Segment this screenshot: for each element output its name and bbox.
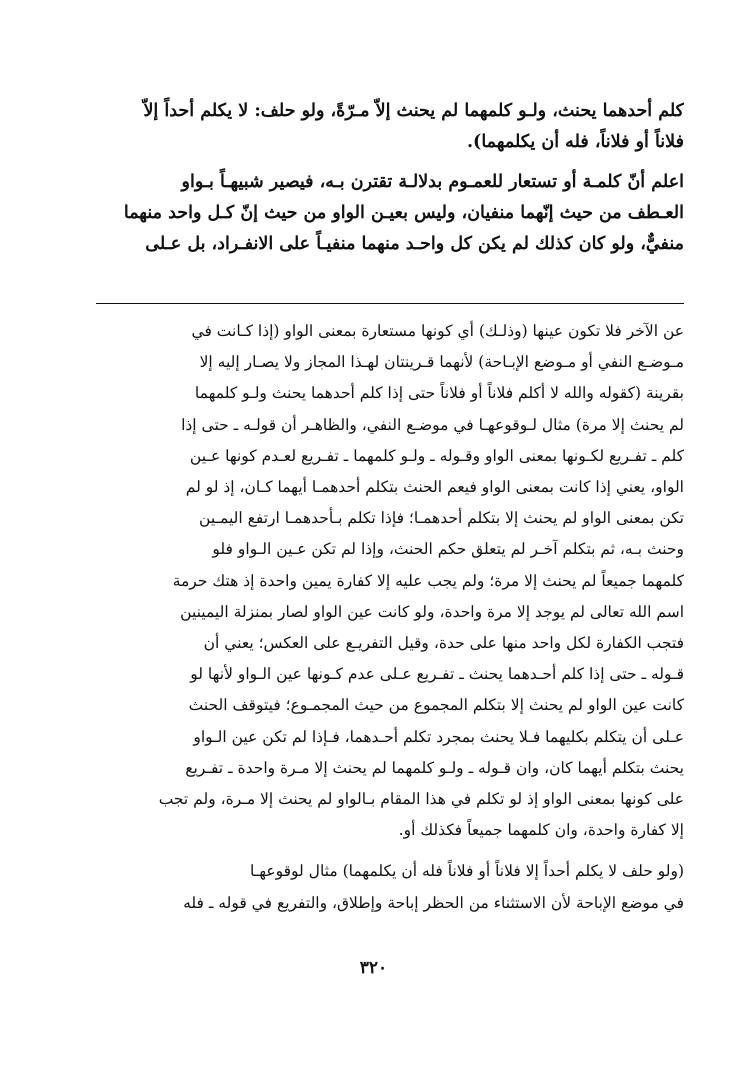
text-line: فتجب الكفارة لكل واحد منها على حدة، وقيل التفريـع على العكس؛ يعني أن <box>203 634 684 653</box>
main-paragraph-1 <box>62 96 684 158</box>
text-line: إلا كفارة واحدة، وان كلمهما جميعاً فكذلك أو. <box>398 821 684 840</box>
main-paragraph-2 <box>62 167 684 260</box>
text-line: كلمهما جميعاً لم يحنث إلا مرة؛ ولم يجب عليه إلا كفارة يمين واحدة إذ هتك حرمة <box>172 571 684 590</box>
footnote-divider <box>96 303 684 304</box>
text-line: منفيٌّ، ولو كان كذلك لم يكن كل واحـد منهما منفيـاً على الانفـراد، بل عـلى <box>145 234 684 254</box>
text-line: فلاناً أو فلاناً، فله أن يكلمهما). <box>466 132 684 152</box>
footnote-paragraph-2 <box>62 856 684 918</box>
text-line: في موضع الإباحة لأن الاستثناء من الحظر إباحة وإطلاق، والتفريع في قوله ـ فله <box>183 893 684 912</box>
text-line: عـلى أن يتكلم بكليهما فـلا يحنث بمجرد تكلم أحـدهما، فـإذا لم تكن عين الـواو <box>193 727 684 746</box>
text-line: (ولو حلف لا يكلم أحداً إلا فلاناً أو فلاناً فله أن يكلمهما) مثال لوقوعهـا <box>249 862 684 881</box>
text-line: كانت عين الواو لم يحنث إلا بتكلم المجموع من حيث المجمـوع؛ فيتوقف الحنث <box>188 696 684 715</box>
text-line: العـطف من حيث إنّهما منفيان، وليس بعيـن الواو من حيث إنّ كـل واحد منهما <box>123 203 684 223</box>
text-line: اسم الله تعالى لم يوجد إلا مرة واحدة، ولو كانت عين الواو لصار بمنزلة اليمينين <box>180 602 684 621</box>
text-line: عن الآخر فلا تكون عينها (وذلـك) أي كونها مستعارة بمعنى الواو (إذا كـانت في <box>191 322 684 340</box>
text-line: وحنث بـه، ثم بتكلم آخـر لم يتعلق حكم الحنث، وإذا لم تكن عـين الـواو فلو <box>212 540 684 559</box>
text-line: على كونها بمعنى الواو إذ لو تكلم في هذا المقام بـالواو لم يحنث إلا مـرة، ولم تجب <box>158 790 684 809</box>
text-line: كلم ـ تفـريع لكـونها بمعنى الواو وقـوله ـ ولـو كلمهما ـ تفـريع لعـدم كونها عـين <box>189 446 684 465</box>
text-line: تكن بمعنى الواو لم يحنث إلا بتكلم أحدهمـا؛ فإذا تكلم بـأحدهمـا ارتفع اليمـين <box>199 509 684 528</box>
text-line: اعلم أنّ كلمـة أو تستعار للعمـوم بدلالـة تقترن بـه، فيصير شبيهـاً بـواو <box>181 172 684 192</box>
footnote-text <box>62 316 684 919</box>
text-line: لم يحنث إلا مرة) مثال لـوقوعهـا في موضـع النفي، والظاهـر أن قولـه ـ حتى إذا <box>181 415 684 434</box>
text-line: بقرينة (كقوله والله لا أكلم فلاناً أو فلاناً حتى إذا كلم أحدهما يحنث ولـو كلمهما <box>194 384 684 403</box>
text-line: يحنث بتكلم أيهما كان، وان قـوله ـ ولـو كلمهما لم يحنث إلا مـرة واحدة ـ تفـريع <box>185 758 684 777</box>
text-line: قـوله ـ حتى إذا كلم أحـدهما يحنث ـ تفـريع عـلى عدم كـونها عين الـواو لأنها لو <box>190 665 684 684</box>
page-number: ٣٢٠ <box>359 958 388 978</box>
footnote-paragraph-1 <box>62 316 684 846</box>
text-line: مـوضـع النفي أو مـوضع الإبـاحة) لأنهما قـرينتان لهـذا المجاز ولا يصـار إليه إلا <box>199 353 684 372</box>
main-text <box>62 96 684 267</box>
text-line: كلم أحدهما يحنث، ولـو كلمهما لم يحنث إلاّ مـرّةً، ولو حلف: لا يكلم أحداً إلاّ <box>143 101 684 121</box>
text-line: الواو، يعني إذا كانت بمعنى الواو فيعم الحنث بتكلم أحدهمـا أيهما كـان، إذ لو لم <box>185 478 684 497</box>
